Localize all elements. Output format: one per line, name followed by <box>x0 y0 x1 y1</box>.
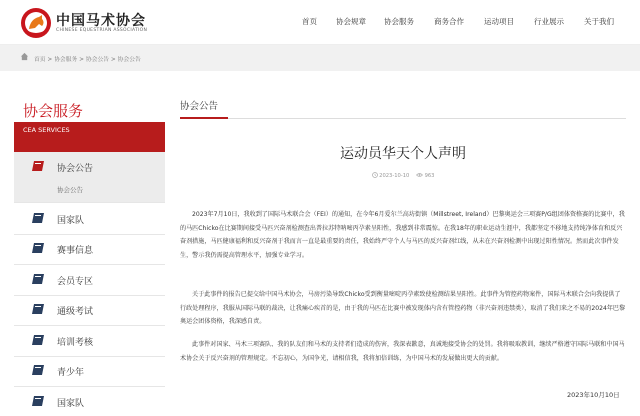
sidebar-divider <box>14 356 165 357</box>
nav-services[interactable]: 协会服务 <box>384 17 414 26</box>
section-divider-accent <box>180 117 228 119</box>
eye-icon <box>416 172 423 178</box>
sidebar-item-exams[interactable] <box>14 298 165 324</box>
nav-industry[interactable]: 行业展示 <box>534 17 564 26</box>
sidebar-item-members[interactable] <box>14 268 165 294</box>
article-paragraph: 此事件对国家、马术三项赛队、我的队友们和马术的支持者们造成的伤害，我深表歉意，真诚地接受协会的处罚。我将吸取教训，继续严格遵守国际马联和中国马术协会关于反兴奋剂的管理规定。不忘初心，为国争光，请相信我，我将加倍训练，为中国马术的发展做出更大的贡献。 <box>180 341 625 362</box>
sidebar-item-announcements[interactable] <box>14 155 165 181</box>
sidebar-divider <box>14 386 165 387</box>
sidebar-divider <box>14 325 165 326</box>
nav-home[interactable]: 首页 <box>302 17 317 26</box>
article-paragraph: 2023年7月10日，我收到了国际马术联合会（FEI）的通知，在今年6月爱尔兰高坊街镇（Millstreet, Ireland）巴黎奥运会三项赛P/G组团体资格赛的比赛中，我的马匹Chicko在比赛期间接受马匹兴奋剂检测查出普拉苏特呐嘧丙孕素呈阳性，我感到非常震惊。在我18年的职业运动生涯中，我都坚定不移地支持纯净体育和反兴奋剂措施，马匹健康福利和反兴奋剂于我而言一直是最重要的责任，我始终严守个人与马匹的反兴奋剂红线，从未在兴奋剂检测中出现过阳性情况。然而此次事件发生，警示我仍需提高管理水平，加强专业学习。 <box>180 211 625 259</box>
book-icon <box>31 334 45 346</box>
article-meta <box>180 172 626 179</box>
sidebar-divider <box>14 295 165 296</box>
sidebar-item-training[interactable] <box>14 329 165 355</box>
org-subtitle: CHINESE EQUESTRIAN ASSOCIATION <box>56 28 148 33</box>
nav-sports[interactable]: 运动项目 <box>484 17 514 26</box>
book-icon <box>31 160 45 172</box>
sidebar-item-label: 通级考试 <box>57 307 94 317</box>
sidebar-item-national-team-2[interactable] <box>14 390 165 416</box>
book-icon <box>31 364 45 376</box>
home-icon <box>20 52 29 61</box>
signature-date: 2023年10月10日 <box>567 391 620 399</box>
sidebar-item-events[interactable] <box>14 237 165 263</box>
article-date: 2023-10-10 <box>379 173 410 179</box>
article-views: 963 <box>424 173 435 179</box>
sidebar-item-label: 会员专区 <box>57 277 94 287</box>
section-title: 协会公告 <box>180 101 219 112</box>
sidebar-item-national-team[interactable] <box>14 207 165 233</box>
sidebar-item-label: 协会公告 <box>57 164 94 174</box>
site-header <box>0 0 640 45</box>
book-icon <box>31 395 45 407</box>
nav-regulations[interactable]: 协会规章 <box>336 17 366 26</box>
nav-about[interactable]: 关于我们 <box>584 17 614 26</box>
sidebar-item-label: 国家队 <box>57 399 85 409</box>
book-icon <box>31 303 45 315</box>
org-name: 中国马术协会 <box>56 13 146 29</box>
article-title: 运动员华天个人声明 <box>340 146 466 162</box>
sidebar-item-label: 赛事信息 <box>57 246 94 256</box>
sidebar-active-sub[interactable]: 协会公告 <box>57 186 83 194</box>
clock-icon <box>372 172 378 178</box>
nav-business[interactable]: 商务合作 <box>434 17 464 26</box>
sidebar-item-youth[interactable] <box>14 359 165 385</box>
sidebar-divider <box>14 234 165 235</box>
section-divider <box>180 118 626 119</box>
book-icon <box>31 242 45 254</box>
sidebar-item-label: 培训考核 <box>57 338 94 348</box>
sidebar-title: 协会服务 <box>23 102 84 120</box>
breadcrumb[interactable]: 首页 > 协会服务 > 协会公告 > 协会公告 <box>34 57 141 63</box>
sidebar-item-label: 青少年 <box>57 368 85 378</box>
article-paragraph: 关于此事件的报告已提交给中国马术协会，马房污染导致Chicko受到衡量嘧啶丙孕素致使检测结果呈阳性。此事件为管控药物案件，国际马术联合会向我提供了行政处理程序，我服从国际马联的裁决，让我痛心疾首的是，由于我的马匹在比赛中被发现体内含有管控药物（非兴奋剂违禁类），取消了我们来之不易的2024年巴黎奥运会团体资格，我深感自责。 <box>180 291 626 325</box>
book-icon <box>31 273 45 285</box>
sidebar-subtitle: CEA SERVICES <box>23 126 70 134</box>
association-logo-icon[interactable] <box>20 7 52 39</box>
book-icon <box>31 212 45 224</box>
sidebar-item-label: 国家队 <box>57 216 85 226</box>
sidebar-divider <box>14 202 165 203</box>
sidebar-divider <box>14 264 165 265</box>
